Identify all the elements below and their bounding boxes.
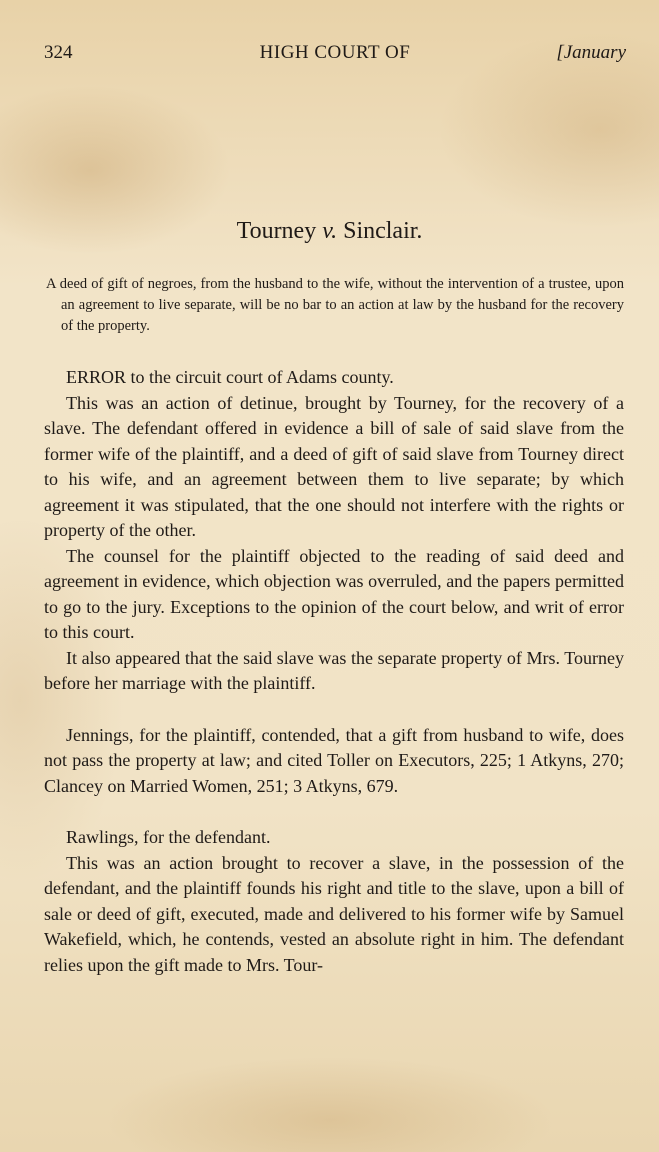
running-head: HIGH COURT OF (259, 42, 411, 63)
paragraph-jennings: Jennings, for the plaintiff, contended, that a gift from husband to wife, does not pass the property at law; and cited Toller on Executors, 225; 1 Atkyns, 270; Clancey on Married Women, 251; 3 Atkyns, 679. (44, 724, 624, 796)
paragraph-argument: This was an action brought to recover a slave, in the possession of the defendant, and the plaintiff founds his right and title to the slave, upon a bill of sale or deed of gift, executed, made and delivered to his former wife by Samuel Wakefield, which, he contends, vested an absolute right in him. The defendant relies upon the gift made to Mrs. Tour- (44, 852, 624, 975)
case-defendant: Sinclair. (343, 218, 423, 244)
paragraph-facts: This was an action of detinue, brought by Tourney, for the recovery of a slave. The defendant offered in evidence a bill of sale of said slave from the former wife of the plaintiff, and a deed of gift of said slave from Tourney direct to his wife, and an agreement between them to live separate; by which agreement it was stipulated, that the one should not interfere with the rights or property of the other. (44, 392, 624, 540)
running-month: [January (556, 42, 626, 63)
headnote: A deed of gift of negroes, from the husband to the wife, without the intervention of a trustee, upon an agreement to live separate, will be no bar to an action at law by the husband for the recovery of the property. (46, 276, 624, 334)
page-number: 324 (44, 42, 73, 63)
case-versus: v. (322, 218, 338, 244)
case-plaintiff: Tourney (236, 218, 317, 244)
paragraph-error: ERROR to the circuit court of Adams county. (66, 367, 394, 387)
page-header (44, 42, 626, 68)
body-text (44, 365, 624, 978)
paragraph-rawlings: Rawlings, for the defendant. (66, 827, 271, 847)
paragraph-objection: The counsel for the plaintiff objected to the reading of said deed and agreement in evidence, which objection was overruled, and the papers permitted to go to the jury. Exceptions to the opinion of the court below, and writ of error to this court. (44, 545, 624, 642)
paragraph-separate-property: It also appeared that the said slave was the separate property of Mrs. Tourney before her marriage with the plaintiff. (44, 647, 624, 693)
case-title (0, 218, 659, 245)
